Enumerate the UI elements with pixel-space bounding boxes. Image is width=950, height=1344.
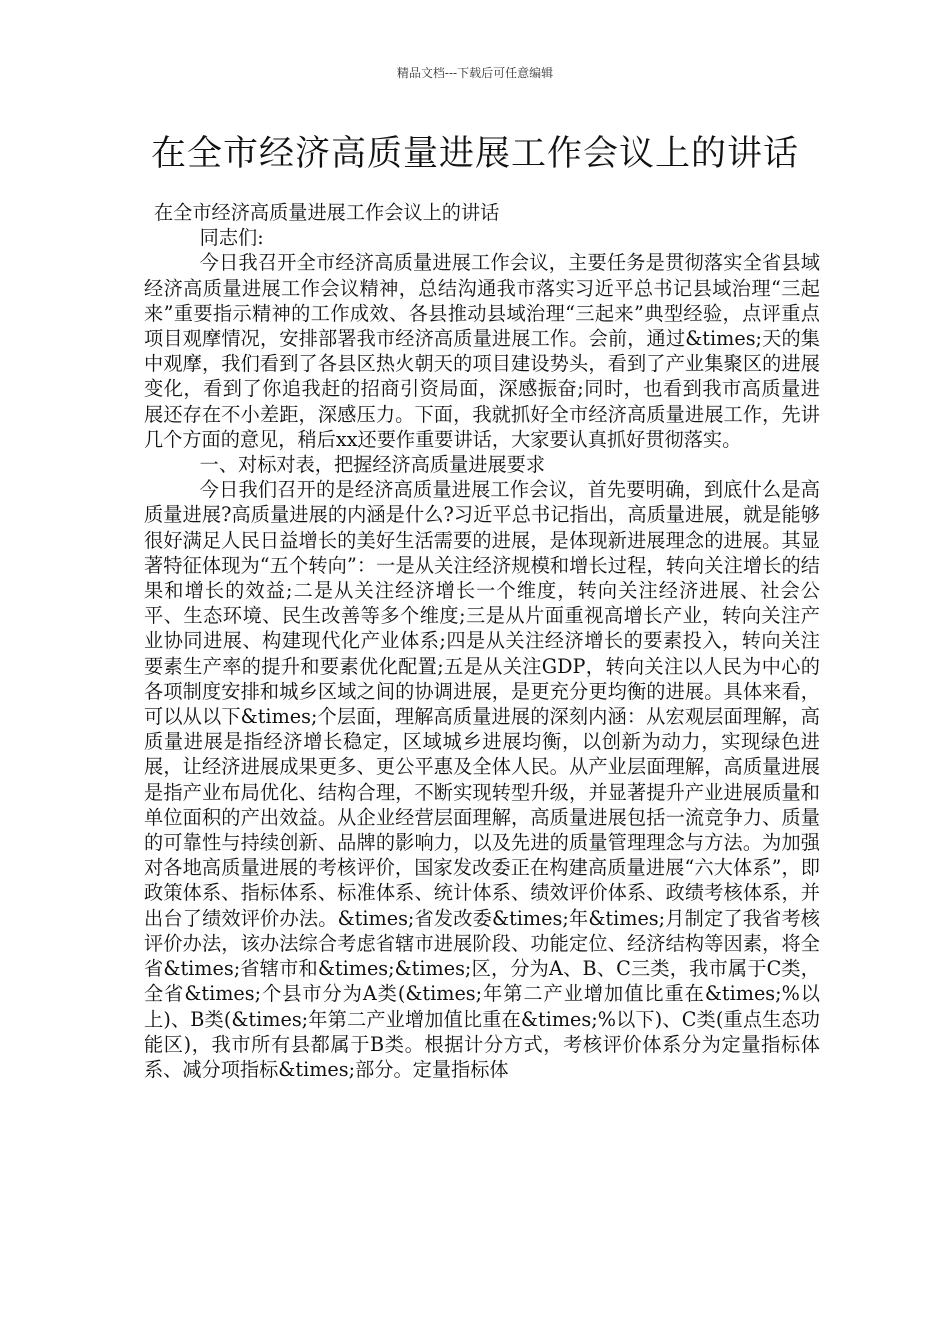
section-heading-1: 一、对标对表，把握经济高质量进展要求 — [199, 453, 546, 477]
document-body — [144, 200, 820, 1082]
page-header: 精品文档---下载后可任意编辑 — [396, 66, 554, 80]
greeting: 同志们: — [199, 226, 264, 250]
paragraph-section-1: 今日我们召开的是经济高质量进展工作会议，首先要明确，到底什么是高质量进展?高质量进展的内涵是什么?习近平总书记指出，高质量进展，就是能够很好满足人民日益增长的美好生活需要的进展，是体现新进展理念的进展。其显著特征体现为“五个转向”：一是从关注经济规模和增长过程，转向关注增长的结果和增长的效益;二是从关注经济增长一个维度，转向关注经济进展、社会公平、生态环境、民生改善等多个维度;三是从片面重视高增长产业，转向关注产业协同进展、构建现代化产业体系;四是从关注经济增长的要素投入，转向关注要素生产率的提升和要素优化配置;五是从关注GDP，转向关注以人民为中心的各项制度安排和城乡区域之间的协调进展，是更充分更均衡的进展。具体来看，可以从以下&times;个层面，理解高质量进展的深刻内涵：从宏观层面理解，高质量进展是指经济增长稳定，区域城乡进展均衡，以创新为动力，实现绿色进展，让经济进展成果更多、更公平惠及全体人民。从产业层面理解，高质量进展是指产业布局优化、结构合理，不断实现转型升级，并显著提升产业进展质量和单位面积的产出效益。从企业经营层面理解，高质量进展包括一流竞争力、质量的可靠性与持续创新、品牌的影响力，以及先进的质量管理理念与方法。为加强对各地高质量进展的考核评价，国家发改委正在构建高质量进展“六大体系”，即政策体系、指标体系、标准体系、统计体系、绩效评价体系、政绩考核体系，并出台了绩效评价办法。&times;省发改委&times;年&times;月制定了我省考核评价办法，该办法综合考虑省辖市进展阶段、功能定位、经济结构等因素，将全省&times;省辖市和&times;&times;区，分为A、B、C三类，我市属于C类，全省&times;个县市分为A类(&times;年第二产业增加值比重在&times;%以上)、B类(&times;年第二产业增加值比重在&times;%以下)、C类(重点生态功能区)，我市所有县都属于B类。根据计分方式，考核评价体系分为定量指标体系、减分项指标&times;部分。定量指标体 — [144, 478, 820, 1081]
document-title: 在全市经济高质量进展工作会议上的讲话 — [150, 134, 799, 174]
speech-subtitle: 在全市经济高质量进展工作会议上的讲话 — [154, 201, 500, 224]
paragraph-intro: 今日我召开全市经济高质量进展工作会议，主要任务是贯彻落实全省县域经济高质量进展工作会议精神，总结沟通我市落实习近平总书记县域治理“三起来”重要指示精神的工作成效、各县推动县域治理“三起来”典型经验，点评重点项目观摩情况，安排部署我市经济高质量进展工作。会前，通过&times;天的集中观摩，我们看到了各县区热火朝天的项目建设势头，看到了产业集聚区的进展变化，看到了你追我赶的招商引资局面，深感振奋;同时，也看到我市高质量进展还存在不小差距，深感压力。下面，我就抓好全市经济高质量进展工作，先讲几个方面的意见，稍后xx还要作重要讲话，大家要认真抓好贯彻落实。 — [144, 251, 820, 451]
